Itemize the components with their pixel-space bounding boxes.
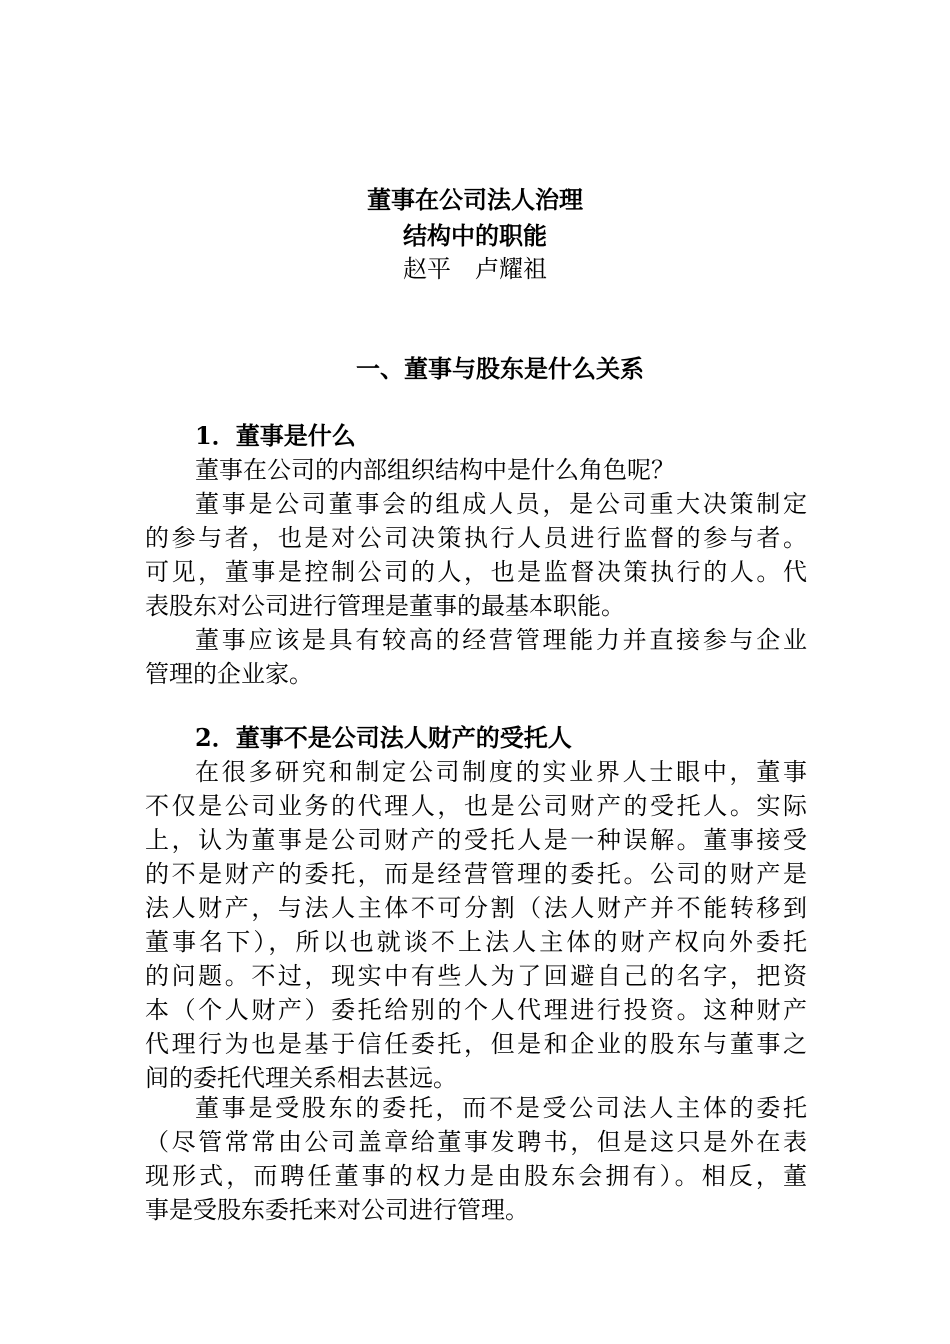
paragraph-line: 董事应该是具有较高的经营管理能力并直接参与企业 — [195, 626, 807, 654]
paragraph-line: 不仅是公司业务的代理人，也是公司财产的受托人。实际 — [145, 792, 807, 820]
paragraph-line: 在很多研究和制定公司制度的实业界人士眼中，董事 — [195, 758, 807, 786]
paragraph-line: 的参与者，也是对公司决策执行人员进行监督的参与者。 — [145, 524, 807, 552]
paragraph-line: 董事是受股东的委托，而不是受公司法人主体的委托 — [195, 1094, 807, 1122]
paragraph-line: 间的委托代理关系相去甚远。 — [145, 1064, 457, 1092]
paragraph-line: 的不是财产的委托，而是经营管理的委托。公司的财产是 — [145, 860, 807, 888]
paragraph-line: 现形式，而聘任董事的权力是由股东会拥有）。相反，董 — [145, 1162, 807, 1190]
paragraph-line: 董事名下），所以也就谈不上法人主体的财产权向外委托 — [145, 928, 807, 956]
paragraph-line: 本（个人财产）委托给别的个人代理进行投资。这种财产 — [145, 996, 807, 1024]
subsection-heading-1: 1．董事是什么 — [195, 421, 356, 450]
paragraph-line: 法人财产，与法人主体不可分割（法人财产并不能转移到 — [145, 894, 807, 922]
paragraph-line: 表股东对公司进行管理是董事的最基本职能。 — [145, 592, 625, 620]
subsection-heading-2: 2．董事不是公司法人财产的受托人 — [195, 723, 572, 752]
title-line-2: 结构中的职能 — [403, 221, 547, 250]
paragraph-line: 董事在公司的内部组织结构中是什么角色呢？ — [195, 456, 675, 484]
paragraph-line: 管理的企业家。 — [145, 660, 313, 688]
paragraph-line: （尽管常常由公司盖章给董事发聘书，但是这只是外在表 — [145, 1128, 807, 1156]
paragraph-line: 可见，董事是控制公司的人，也是监督决策执行的人。代 — [145, 558, 807, 586]
authors: 赵平 卢耀祖 — [403, 255, 547, 283]
section-heading: 一、董事与股东是什么关系 — [356, 354, 644, 383]
paragraph-line: 的问题。不过，现实中有些人为了回避自己的名字，把资 — [145, 962, 807, 990]
paragraph-line: 上，认为董事是公司财产的受托人是一种误解。董事接受 — [145, 826, 807, 854]
paragraph-line: 事是受股东委托来对公司进行管理。 — [145, 1196, 529, 1224]
title-line-1: 董事在公司法人治理 — [367, 185, 583, 214]
paragraph-line: 董事是公司董事会的组成人员，是公司重大决策制定 — [195, 490, 807, 518]
paragraph-line: 代理行为也是基于信任委托，但是和企业的股东与董事之 — [145, 1030, 807, 1058]
